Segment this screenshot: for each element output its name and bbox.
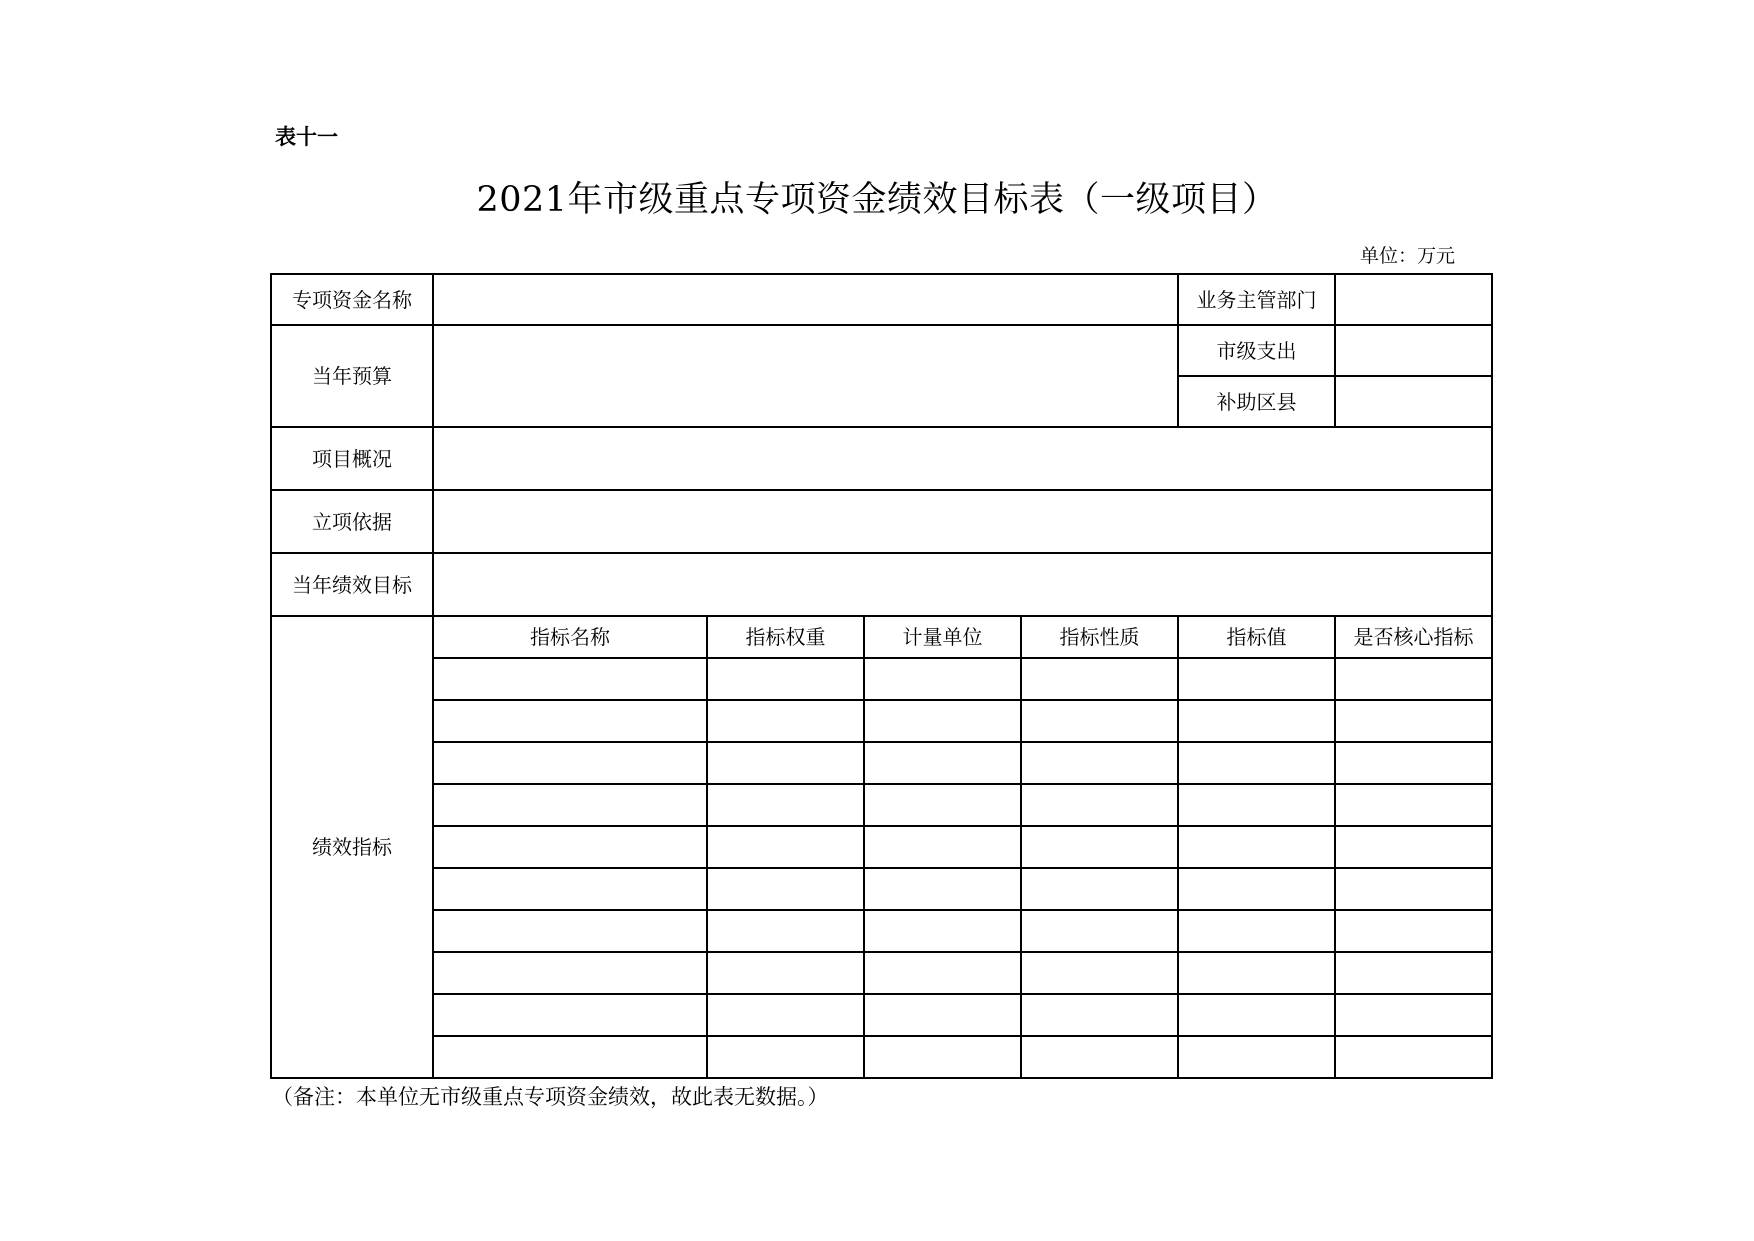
department-label: 业务主管部门 [1178, 274, 1335, 325]
indicator-nature-cell[interactable] [1021, 784, 1178, 826]
indicator-unit-cell[interactable] [864, 826, 1021, 868]
budget-label: 当年预算 [271, 325, 433, 427]
indicator-unit-cell[interactable] [864, 784, 1021, 826]
indicator-core-cell[interactable] [1335, 700, 1492, 742]
indicator-col-weight: 指标权重 [707, 616, 864, 658]
indicator-row [271, 994, 1492, 1036]
indicator-unit-cell[interactable] [864, 994, 1021, 1036]
indicator-name-cell[interactable] [433, 952, 707, 994]
indicator-nature-cell[interactable] [1021, 658, 1178, 700]
indicator-value-cell[interactable] [1178, 1036, 1335, 1078]
indicator-col-value: 指标值 [1178, 616, 1335, 658]
annual-goal-cell[interactable] [433, 553, 1492, 616]
indicator-nature-cell[interactable] [1021, 1036, 1178, 1078]
indicator-unit-cell[interactable] [864, 658, 1021, 700]
indicator-unit-cell[interactable] [864, 1036, 1021, 1078]
indicator-nature-cell[interactable] [1021, 700, 1178, 742]
district-subsidy-cell[interactable] [1335, 376, 1492, 427]
indicator-name-cell[interactable] [433, 910, 707, 952]
indicator-row [271, 700, 1492, 742]
indicator-value-cell[interactable] [1178, 868, 1335, 910]
indicator-row [271, 910, 1492, 952]
district-subsidy-label: 补助区县 [1178, 376, 1335, 427]
indicator-col-unit: 计量单位 [864, 616, 1021, 658]
indicator-core-cell[interactable] [1335, 784, 1492, 826]
indicator-row [271, 868, 1492, 910]
indicator-weight-cell[interactable] [707, 784, 864, 826]
indicator-weight-cell[interactable] [707, 742, 864, 784]
indicator-unit-cell[interactable] [864, 868, 1021, 910]
indicator-value-cell[interactable] [1178, 700, 1335, 742]
page-title: 2021年市级重点专项资金绩效目标表（一级项目） [476, 180, 1278, 220]
indicator-row [271, 784, 1492, 826]
indicator-row [271, 658, 1492, 700]
indicator-col-nature: 指标性质 [1021, 616, 1178, 658]
indicator-weight-cell[interactable] [707, 868, 864, 910]
indicator-name-cell[interactable] [433, 784, 707, 826]
city-expense-cell[interactable] [1335, 325, 1492, 376]
indicator-name-cell[interactable] [433, 826, 707, 868]
indicator-core-cell[interactable] [1335, 742, 1492, 784]
unit-label: 单位：万元 [1360, 245, 1456, 267]
fund-name-label: 专项资金名称 [271, 274, 433, 325]
indicator-row [271, 826, 1492, 868]
indicator-unit-cell[interactable] [864, 742, 1021, 784]
indicator-weight-cell[interactable] [707, 658, 864, 700]
indicator-unit-cell[interactable] [864, 700, 1021, 742]
overview-cell[interactable] [433, 427, 1492, 490]
indicator-nature-cell[interactable] [1021, 952, 1178, 994]
indicator-unit-cell[interactable] [864, 952, 1021, 994]
indicator-core-cell[interactable] [1335, 658, 1492, 700]
indicator-row [271, 952, 1492, 994]
performance-goal-table [270, 273, 1493, 1079]
indicator-value-cell[interactable] [1178, 658, 1335, 700]
indicator-col-core: 是否核心指标 [1335, 616, 1492, 658]
indicator-core-cell[interactable] [1335, 910, 1492, 952]
annual-goal-label: 当年绩效目标 [271, 553, 433, 616]
indicator-nature-cell[interactable] [1021, 994, 1178, 1036]
indicator-header-row [271, 616, 1492, 658]
indicator-core-cell[interactable] [1335, 994, 1492, 1036]
indicator-value-cell[interactable] [1178, 994, 1335, 1036]
indicator-nature-cell[interactable] [1021, 826, 1178, 868]
indicator-value-cell[interactable] [1178, 910, 1335, 952]
indicator-nature-cell[interactable] [1021, 868, 1178, 910]
indicator-value-cell[interactable] [1178, 952, 1335, 994]
footnote: （备注：本单位无市级重点专项资金绩效，故此表无数据。） [272, 1085, 829, 1109]
indicator-name-cell[interactable] [433, 700, 707, 742]
indicator-row [271, 1036, 1492, 1078]
indicator-core-cell[interactable] [1335, 1036, 1492, 1078]
indicator-name-cell[interactable] [433, 1036, 707, 1078]
indicator-core-cell[interactable] [1335, 826, 1492, 868]
indicator-row [271, 742, 1492, 784]
indicator-name-cell[interactable] [433, 868, 707, 910]
indicator-nature-cell[interactable] [1021, 910, 1178, 952]
indicators-label: 绩效指标 [271, 616, 433, 1078]
indicator-weight-cell[interactable] [707, 700, 864, 742]
indicator-core-cell[interactable] [1335, 868, 1492, 910]
city-expense-label: 市级支出 [1178, 325, 1335, 376]
indicator-weight-cell[interactable] [707, 994, 864, 1036]
budget-cell[interactable] [433, 325, 1178, 427]
indicator-weight-cell[interactable] [707, 1036, 864, 1078]
indicator-name-cell[interactable] [433, 994, 707, 1036]
indicator-weight-cell[interactable] [707, 952, 864, 994]
indicator-weight-cell[interactable] [707, 826, 864, 868]
indicator-nature-cell[interactable] [1021, 742, 1178, 784]
indicator-weight-cell[interactable] [707, 910, 864, 952]
indicator-name-cell[interactable] [433, 742, 707, 784]
indicator-value-cell[interactable] [1178, 784, 1335, 826]
indicator-value-cell[interactable] [1178, 826, 1335, 868]
basis-cell[interactable] [433, 490, 1492, 553]
indicator-core-cell[interactable] [1335, 952, 1492, 994]
table-label: 表十一 [275, 125, 338, 149]
fund-name-cell[interactable] [433, 274, 1178, 325]
overview-label: 项目概况 [271, 427, 433, 490]
indicator-value-cell[interactable] [1178, 742, 1335, 784]
department-cell[interactable] [1335, 274, 1492, 325]
indicator-col-name: 指标名称 [433, 616, 707, 658]
indicator-name-cell[interactable] [433, 658, 707, 700]
basis-label: 立项依据 [271, 490, 433, 553]
indicator-unit-cell[interactable] [864, 910, 1021, 952]
